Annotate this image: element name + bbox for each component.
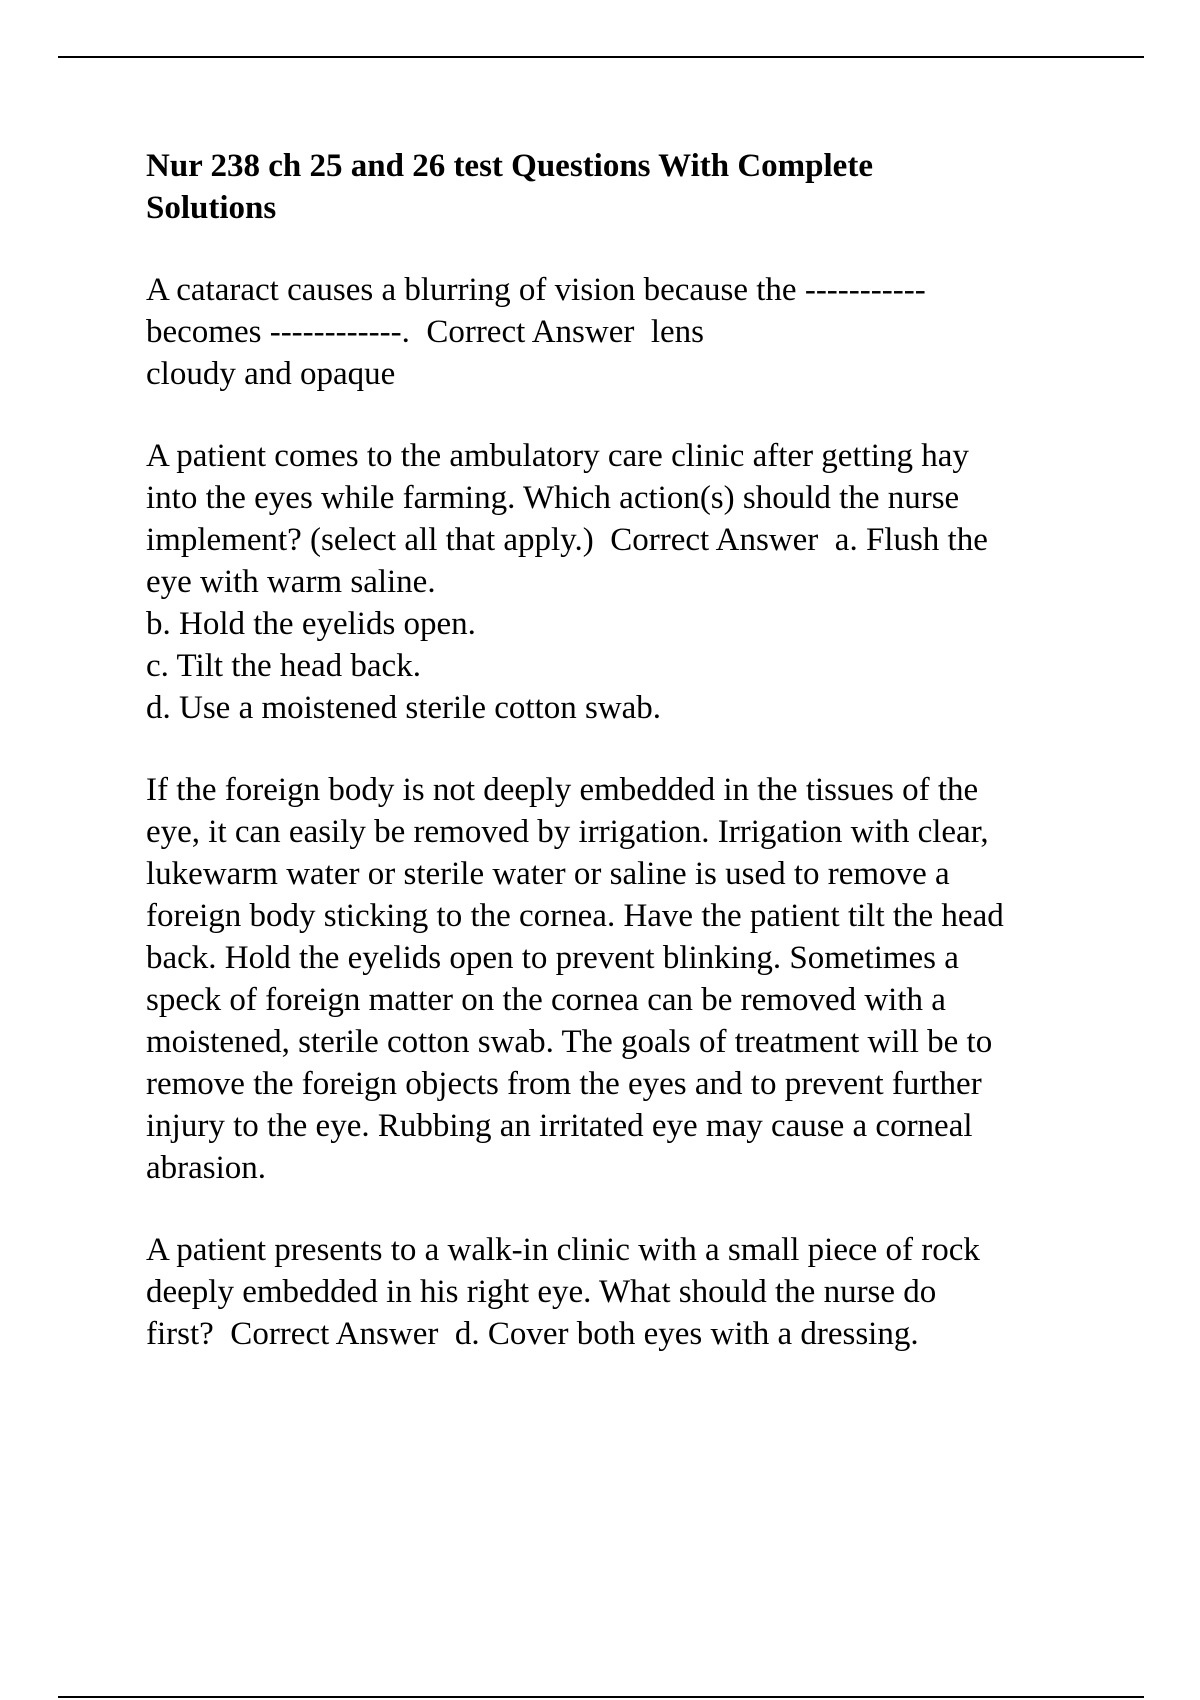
rationale-line: lukewarm water or sterile water or saline is used to remove a (146, 856, 950, 892)
answer-line: cloudy and opaque (146, 356, 396, 392)
question-line: implement? (select all that apply.) Correct Answer a. Flush the (146, 522, 988, 558)
question-hay-in-eyes (146, 435, 1096, 729)
question-line: A patient comes to the ambulatory care clinic after getting hay (146, 438, 969, 474)
question-line: A cataract causes a blurring of vision because the ----------- (146, 272, 926, 308)
rationale-line: abrasion. (146, 1150, 267, 1186)
top-divider (58, 56, 1144, 58)
question-cataract (146, 269, 1096, 395)
document-title (146, 145, 1096, 229)
rationale-line: foreign body sticking to the cornea. Have the patient tilt the head (146, 898, 1004, 934)
bottom-divider (58, 1696, 1144, 1698)
rationale-line: If the foreign body is not deeply embedded in the tissues of the (146, 772, 979, 808)
title-line: Solutions (146, 190, 277, 226)
rationale-line: speck of foreign matter on the cornea can be removed with a (146, 982, 946, 1018)
answer-option-c: c. Tilt the head back. (146, 648, 421, 684)
rationale-line: moistened, sterile cotton swab. The goals of treatment will be to (146, 1024, 993, 1060)
question-line: becomes ------------. Correct Answer lens (146, 314, 705, 350)
rationale-line: back. Hold the eyelids open to prevent blinking. Sometimes a (146, 940, 959, 976)
question-line: A patient presents to a walk-in clinic with a small piece of rock (146, 1232, 980, 1268)
rationale-line: remove the foreign objects from the eyes and to prevent further (146, 1066, 982, 1102)
answer-line: eye with warm saline. (146, 564, 436, 600)
answer-option-b: b. Hold the eyelids open. (146, 606, 476, 642)
rationale-line: injury to the eye. Rubbing an irritated eye may cause a corneal (146, 1108, 973, 1144)
answer-line: first? Correct Answer d. Cover both eyes with a dressing. (146, 1316, 919, 1352)
question-rock-in-eye (146, 1229, 1096, 1355)
question-line: into the eyes while farming. Which action(s) should the nurse (146, 480, 960, 516)
answer-option-d: d. Use a moistened sterile cotton swab. (146, 690, 662, 726)
rationale-line: eye, it can easily be removed by irrigation. Irrigation with clear, (146, 814, 989, 850)
question-line: deeply embedded in his right eye. What should the nurse do (146, 1274, 937, 1310)
document-body (146, 145, 1096, 1355)
rationale-paragraph (146, 769, 1096, 1189)
title-line: Nur 238 ch 25 and 26 test Questions With Complete (146, 148, 873, 184)
